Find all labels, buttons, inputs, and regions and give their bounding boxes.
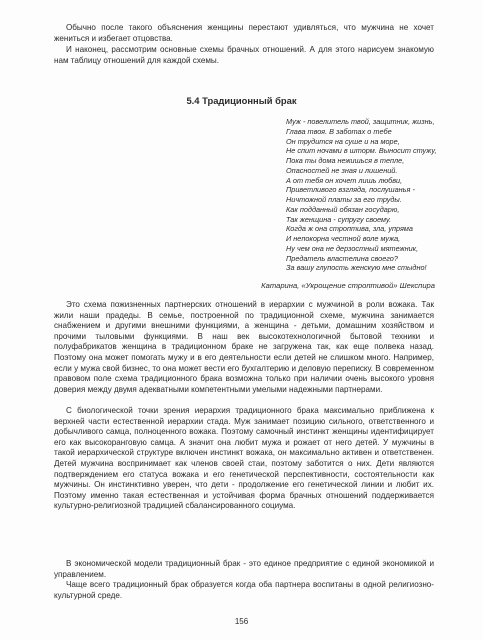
section-heading: 5.4 Традиционный брак: [186, 95, 297, 106]
paragraph-main-3: В экономической модели традиционный брак - это единое предприятие с единой экономикой и управлением.: [54, 559, 434, 579]
poem-line: Муж - повелитель твой, защитник, жизнь,: [286, 117, 435, 126]
poem-line: Ну чем она не дерзостный мятежник,: [286, 243, 419, 253]
poem-line: Глава твоя. В заботах о тебе: [286, 126, 392, 136]
poem-line: Так женщина - супругу своему.: [286, 214, 392, 224]
poem-line: Опасностей не зная и лишений.: [286, 165, 398, 175]
epigraph-poem: [286, 117, 461, 273]
poem-line: И непокорна честной воле мужа,: [286, 234, 401, 243]
poem-line: Когда ж она строптива, зла, упряма: [286, 224, 413, 234]
poem-line: Как подданный обязан государю,: [286, 204, 400, 214]
poem-line: Он трудится на суше и на море,: [286, 136, 400, 146]
poem-line: Не спит ночами в шторм. Выносит стужу,: [286, 146, 437, 156]
paragraph-main-1: Это схема пожизненных партнерских отношений в иерархии с мужчиной в роли вожака. Так жили наши прадеды. В семье, построенной по традиционной схеме, мужчина занимается снабжением и другими внешними функциями, а женщина - детьми, домашним хозяйством и прочими тыловыми функциями. В наш век высокотехнологичной бытовой техники и полуфабрикатов женщина в традиционном браке не загружена так, как еще полвека назад. Поэтому она может помогать мужу и в его деятельности если детей не слишком много. Например, если у мужа свой бизнес, то она может вести его бухгалтерию и деловую переписку. В современном правовом поле схема традиционного брака возможна только при наличии очень высокого уровня доверия между двумя адекватными компетентными умелыми надежными партнерами.: [54, 300, 434, 394]
poem-line: Пока ты дома нежишься в тепле,: [286, 156, 405, 165]
paragraph-main-2: С биологической точки зрения иерархия традиционного брака максимально приближена к верхней части естественной иерархии стада. Муж занимает позицию сильного, ответственного и добычливого самца, полноценного вожака. Поэтому самочный инстинкт женщины идентифицирует его как высокоранговую самца. А значит она любит мужа и рожает от него детей. У мужчины в такой иерархической структуре включен инстинкт вожака, он максимально активен и ответственен. Детей мужчина воспринимает как членов своей стаи, поэтому заботится о них. Дети являются подтверждением его статуса вожака и его генетической перспективности, состоятельности как мужчины. Он инстинктивно уверен, что дети - продолжение его генетической линии и любит их. Поэтому именно такая естественная и устойчивая форма брачных отношений поддерживается культурно-религиозной традицией сбалансированного социума.: [54, 406, 434, 511]
poem-line: Предатель властелина своего?: [286, 253, 398, 263]
poem-line: А от тебя он хочет лишь любви,: [286, 175, 403, 185]
paragraph-intro-1: Обычно после такого объяснения женщины перестают удивляться, что мужчина не хочет жениться и избегает отцовства.: [54, 23, 434, 43]
poem-line: Ничтожной платы за его труды.: [286, 195, 402, 204]
page-number: 156: [234, 617, 249, 626]
paragraph-main-4: Чаще всего традиционный брак образуется когда оба партнера воспитаны в одной религиозно-культурной среде.: [54, 580, 434, 600]
poem-line: Приветливого взгляда, послушанья -: [286, 185, 415, 195]
paragraph-intro-2: И наконец, рассмотрим основные схемы брачных отношений. А для этого нарисуем знакомую нам таблицу отношений для каждой схемы.: [54, 45, 434, 65]
epigraph-attribution: Катарина, «Укрощение строптивой» Шекспира: [261, 281, 435, 290]
poem-line: За вашу глупость женскую мне стыдно!: [286, 263, 427, 273]
